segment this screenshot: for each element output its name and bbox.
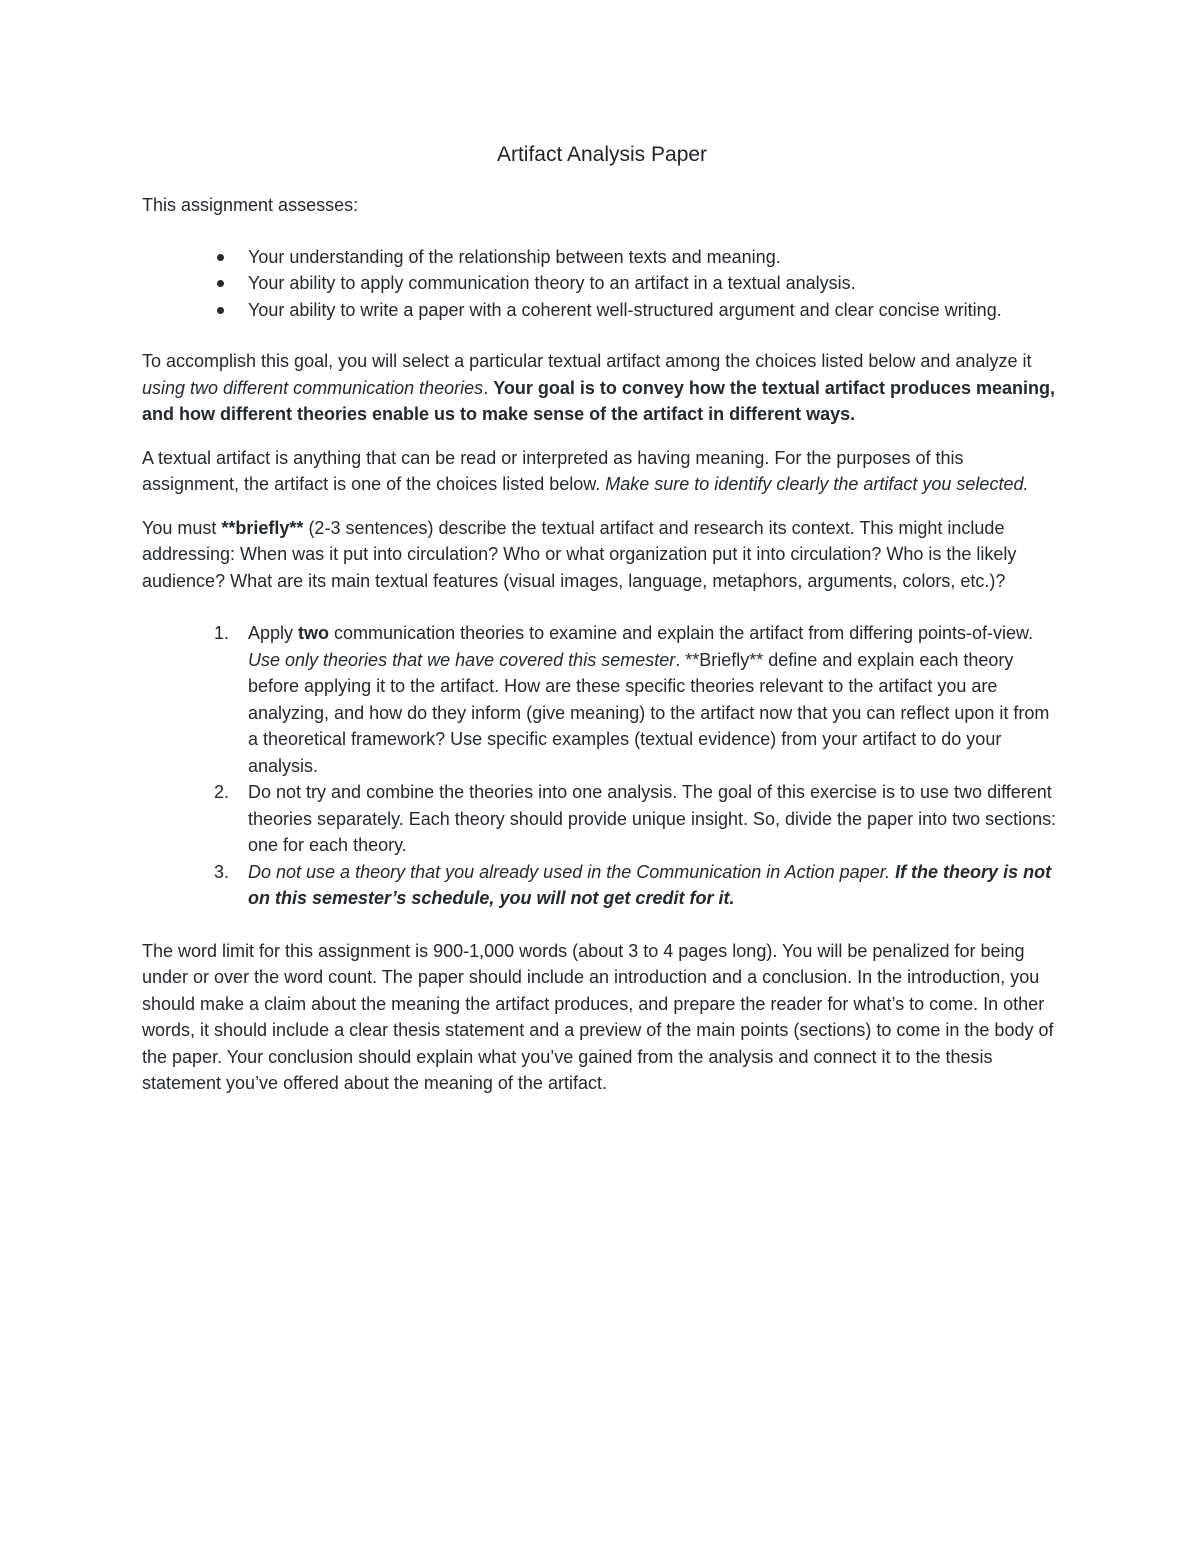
goal-punctuation: . <box>483 377 494 398</box>
list-item <box>214 620 1062 779</box>
assessment-list <box>142 244 1062 324</box>
step-italic-text: Use only theories that we have covered this semester <box>248 649 676 670</box>
word-limit-paragraph: The word limit for this assignment is 900-1,000 words (about 3 to 4 pages long). You will be penalized for being under or over the word count. The paper should include an introduction and a conclusion. In the introduction, you should make a claim about the meaning the artifact produces, and prepare the reader for what’s to come. In other words, it should include a clear thesis statement and a preview of the main points (sections) to come in the body of the paper. Your conclusion should explain what you’ve gained from the analysis and connect it to the thesis statement you’ve offered about the meaning of the artifact. <box>142 940 1054 1093</box>
goal-bold-text: Your goal is to convey how the textual artifact produces meaning, and how different theories enable us to make sense of the artifact in different ways. <box>142 377 1055 424</box>
step-text: Apply <box>248 623 299 643</box>
step-italic-text: Do not use a theory that you already used in the Communication in Action paper. <box>248 861 891 882</box>
definition-text: A textual artifact is anything that can be read or interpreted as having meaning. For the purposes of this assignment, the artifact is one of the choices listed below. <box>142 447 964 494</box>
step-text: communication theories to examine and explain the artifact from differing points-of-view. <box>329 623 1034 643</box>
describe-paragraph <box>142 515 1062 595</box>
step-text: . **Briefly** define and explain each theory before applying it to the artifact. How are these specific theories relevant to the artifact you are analyzing, and how do they inform (give meaning) to the artifact now that you can reflect upon it from a theoretical framework? Use specific examples (textual evidence) from your artifact to do your analysis. <box>248 649 1050 776</box>
list-item <box>214 779 1062 859</box>
describe-lead: You must <box>142 517 222 538</box>
instructions-list <box>142 620 1062 912</box>
goal-paragraph <box>142 348 1062 428</box>
list-number: 1. <box>214 623 230 643</box>
list-item: Your ability to write a paper with a coherent well-structured argument and clear concise writing. <box>248 297 1062 324</box>
document-page <box>142 140 1062 1097</box>
definition-italic-text: Make sure to identify clearly the artifact you selected. <box>605 474 1029 494</box>
list-number: 3. <box>214 861 230 882</box>
list-item: Your ability to apply communication theory to an artifact in a textual analysis. <box>248 270 1062 297</box>
page-title: Artifact Analysis Paper <box>496 143 708 166</box>
list-number: 2. <box>214 782 230 802</box>
intro-text: This assignment assesses: <box>142 195 359 215</box>
step-bold-italic-text: If the theory is not on this semester’s schedule, you will not get credit for it. <box>248 861 1052 908</box>
list-item <box>214 859 1062 912</box>
definition-paragraph <box>142 445 1062 498</box>
describe-bold-text: **briefly** <box>221 517 304 538</box>
step-bold-text: two <box>298 623 330 643</box>
step-text: Do not try and combine the theories into one analysis. The goal of this exercise is to use two different theories separately. Each theory should provide unique insight. So, divide the paper into two sections: one for each theory. <box>248 782 1057 855</box>
describe-text: (2-3 sentences) describe the textual artifact and research its context. This might include addressing: When was it put into circulation? Who or what organization put it into circulation? Who is the likely audience? What are its main textual features (visual images, language, metaphors, arguments, colors, etc.)? <box>142 517 1017 591</box>
goal-italic-text: using two different communication theories <box>142 377 484 398</box>
goal-text: To accomplish this goal, you will select a particular textual artifact among the choices listed below and analyze it <box>142 351 1032 371</box>
list-item: Your understanding of the relationship between texts and meaning. <box>248 244 1062 271</box>
